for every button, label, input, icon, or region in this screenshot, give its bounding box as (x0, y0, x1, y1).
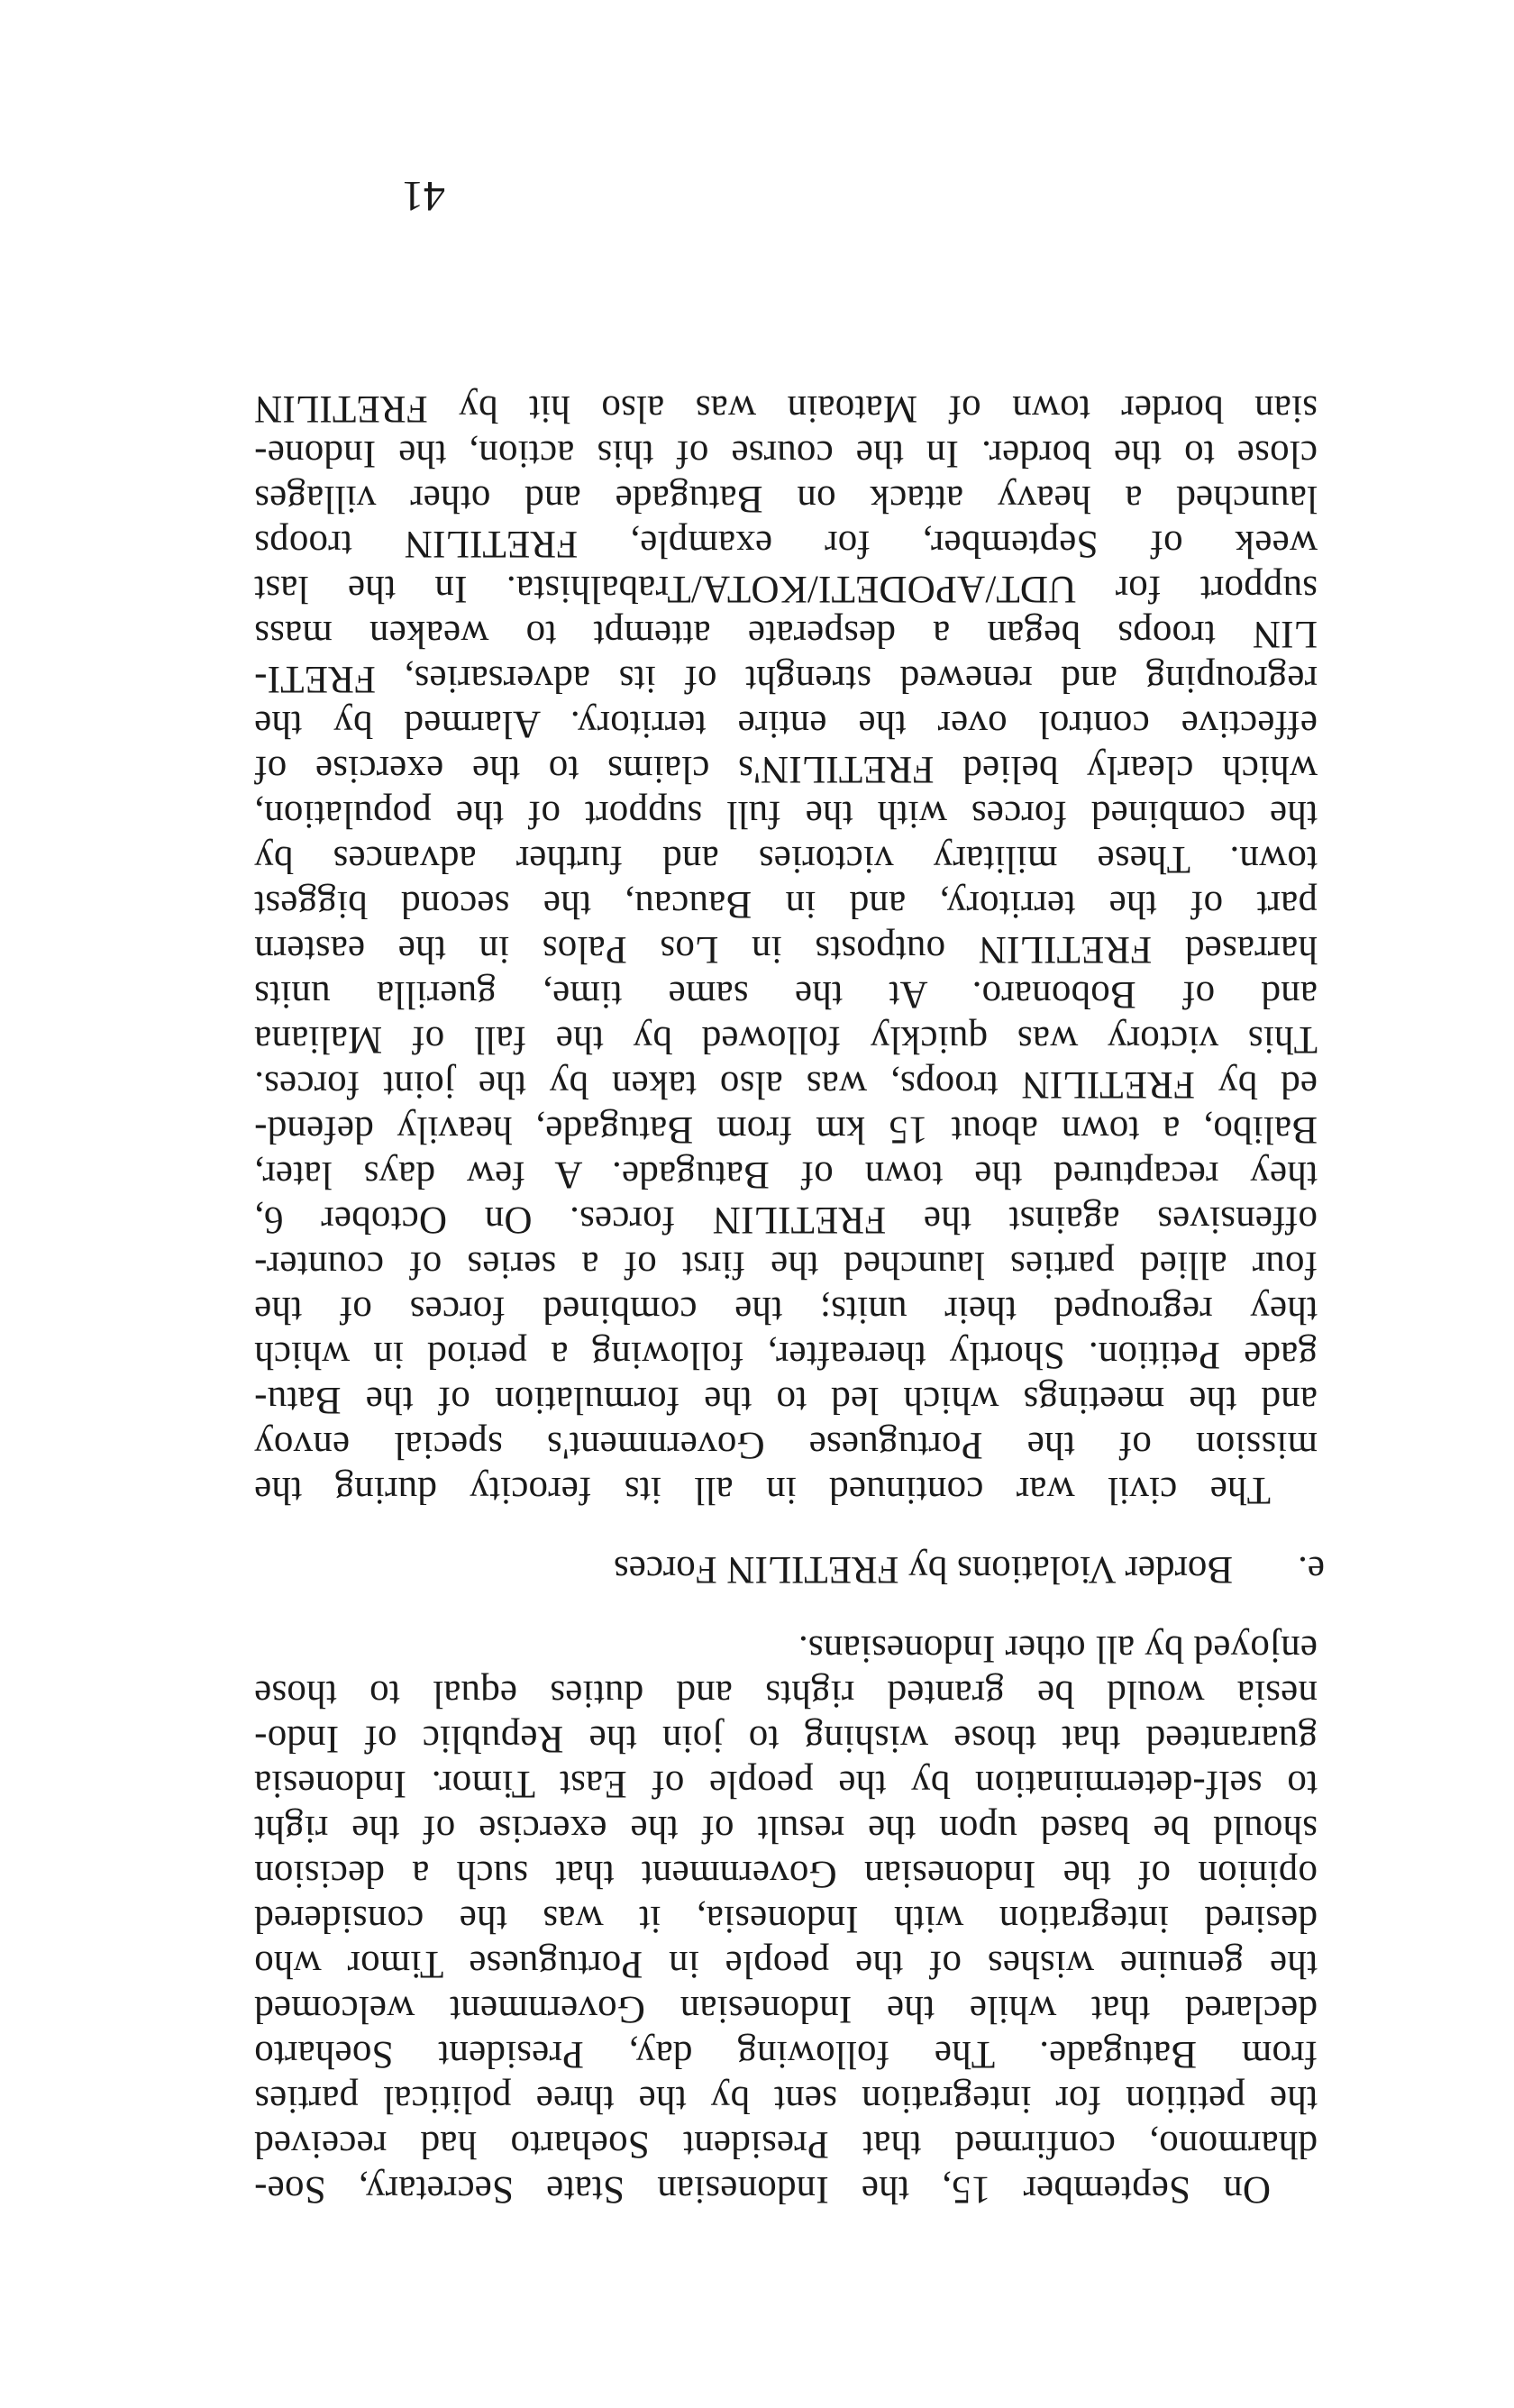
text-line: mission of the Portuguese Government's special envoy (254, 1424, 1318, 1466)
text-line: desired integration with Indonesia, it was the considered (254, 1898, 1318, 1940)
text-line: declared that while the Indonesian Government welcomed (254, 1988, 1318, 2030)
text-line: part of the territory, and in Baucau, the second biggest (254, 883, 1318, 926)
text-line: regrouping and renewed strenght of its adversaries, FRETI- (254, 658, 1318, 700)
text-line: LIN troops began a desperate attempt to weaken mass (254, 613, 1318, 655)
text-line: On September 15, the Indonesian State Secretary, Soe- (254, 2168, 1271, 2211)
text-line: Balibo, a town about 15 km from Batugade, heavily defend- (254, 1108, 1318, 1151)
text-line: to self-determination by the people of East Timor. Indonesia (254, 1763, 1318, 1805)
text-line: guaranteed that those wishing to join the Republic of Indo- (254, 1718, 1318, 1760)
paragraph-1 (254, 1626, 1318, 2212)
section-title: Border Violations by FRETILIN Forces (614, 1548, 1233, 1591)
text-line: the combined forces with the full support of the population, (254, 793, 1318, 835)
text-line: gade Petition. Shortly thereafter, following a period in which (254, 1334, 1318, 1376)
page-number: 41 (402, 172, 445, 220)
text-line: opinion of the Indonesian Government that such a decision (254, 1853, 1318, 1895)
paragraph-2 (254, 386, 1318, 1512)
text-line: should be based upon the result of the exercise of the right (254, 1808, 1318, 1850)
text-line: This victory was quickly followed by the fall of Maliana (254, 1018, 1318, 1061)
spacer (254, 1592, 1318, 1626)
text-line: they recaptured the town of Batugade. A few days later, (254, 1154, 1318, 1196)
text-line: support for UDT/APODETI/KOTA/Trabalhista. In the last (254, 568, 1318, 610)
text-line: and the meetings which led to the formulation of the Batu- (254, 1379, 1318, 1421)
text-line: they regrouped their units; the combined forces of the (254, 1289, 1318, 1331)
section-heading (254, 1546, 1325, 1592)
text-line: the genuine wishes of the people in Portuguese Timor who (254, 1943, 1318, 1985)
text-line: effective control over the entire territory. Alarmed by the (254, 703, 1318, 745)
text-line: town. These military victories and further advances by (254, 838, 1318, 880)
text-line: week of September, for example, FRETILIN troops (254, 523, 1318, 565)
text-line: enjoyed by all other Indonesians. (798, 1628, 1318, 1670)
text-line: which clearly belied FRETILIN's claims to the exercise of (254, 748, 1318, 790)
text-line: close to the border. In the course of this action, the Indone- (254, 433, 1318, 475)
text-line: launched a heavy attack on Batugade and other villages (254, 478, 1318, 520)
section-marker: e. (1298, 1548, 1325, 1591)
text-line: sian border town of Matoain was also hit by FRETILIN (254, 388, 1318, 430)
text-line: nesia would be granted rights and duties equal to those (254, 1673, 1318, 1715)
text-line: offensives against the FRETILIN forces. On October 6, (254, 1199, 1318, 1241)
text-line: ed by FRETILIN troops, was also taken by the joint forces. (254, 1063, 1318, 1106)
text-line: the petition for integration sent by the three political parties (254, 2078, 1318, 2121)
text-line: harrased FRETILIN outposts in Los Palos in the eastern (254, 928, 1318, 971)
text-line: dharmono, confirmed that President Soeharto had received (254, 2123, 1318, 2166)
text-block (254, 386, 1325, 2212)
spacer (254, 1512, 1318, 1546)
text-line: from Batugade. The following day, President Soeharto (254, 2033, 1318, 2075)
text-line: The civil war continued in all its ferocity during the (254, 1469, 1271, 1511)
text-line: four allied parties launched the first of a series of counter- (254, 1244, 1318, 1286)
text-line: and of Bobonaro. At the same time, guerilla units (254, 973, 1318, 1016)
